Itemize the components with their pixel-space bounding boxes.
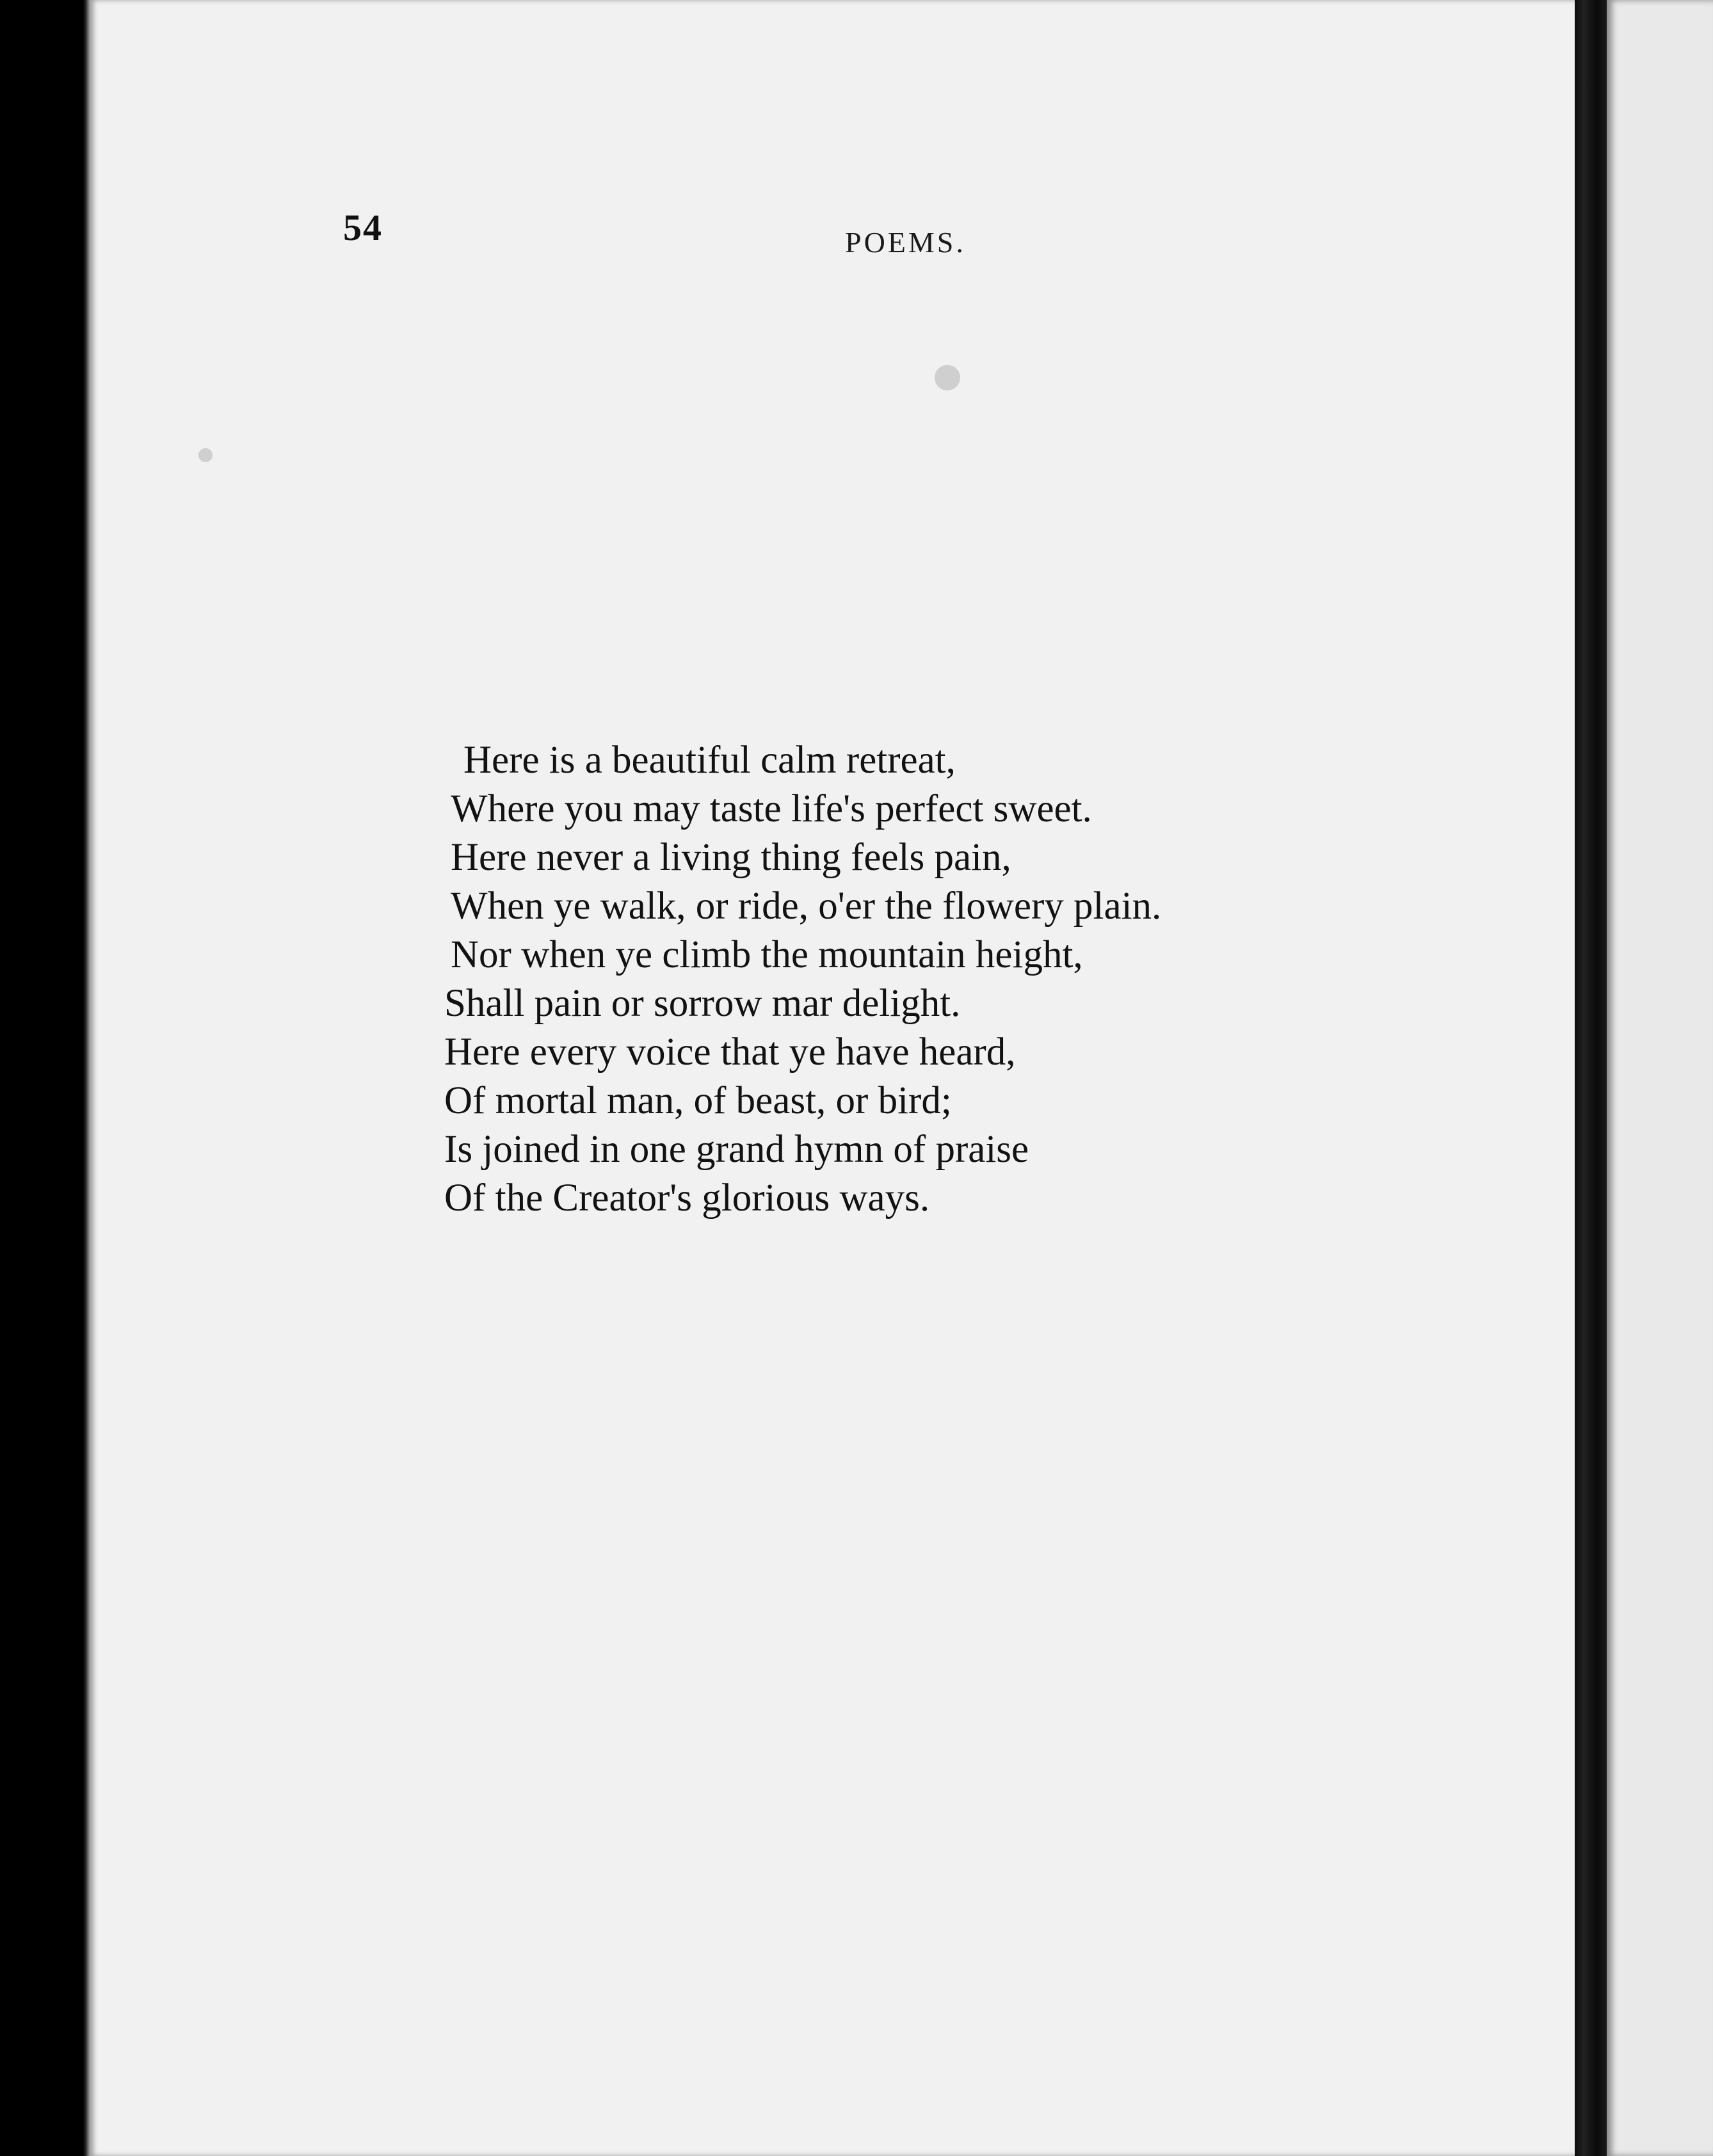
running-head: POEMS.	[845, 226, 966, 259]
paper-speck	[198, 448, 213, 462]
poem-line: Here every voice that ye have heard,	[444, 1031, 1016, 1074]
poem-line: Here is a beautiful calm retreat,	[463, 739, 956, 782]
poem-line: Where you may taste life's perfect sweet.	[451, 787, 1092, 830]
scan-left-margin	[0, 0, 90, 2156]
poem-stanza	[444, 736, 1276, 1223]
poem-line: Shall pain or sorrow mar delight.	[444, 982, 961, 1025]
paper-speck	[935, 365, 960, 390]
poem-line: When ye walk, or ride, o'er the flowery plain.	[451, 885, 1162, 928]
facing-page-edge	[1607, 0, 1713, 2156]
poem-line: Nor when ye climb the mountain height,	[451, 933, 1083, 976]
poem-line: Here never a living thing feels pain,	[451, 836, 1011, 879]
book-spine	[1575, 0, 1607, 2156]
page-number: 54	[343, 207, 383, 248]
poem-line: Of the Creator's glorious ways.	[444, 1177, 930, 1219]
poem-line: Of mortal man, of beast, or bird;	[444, 1079, 952, 1122]
poem-line: Is joined in one grand hymn of praise	[444, 1128, 1029, 1171]
